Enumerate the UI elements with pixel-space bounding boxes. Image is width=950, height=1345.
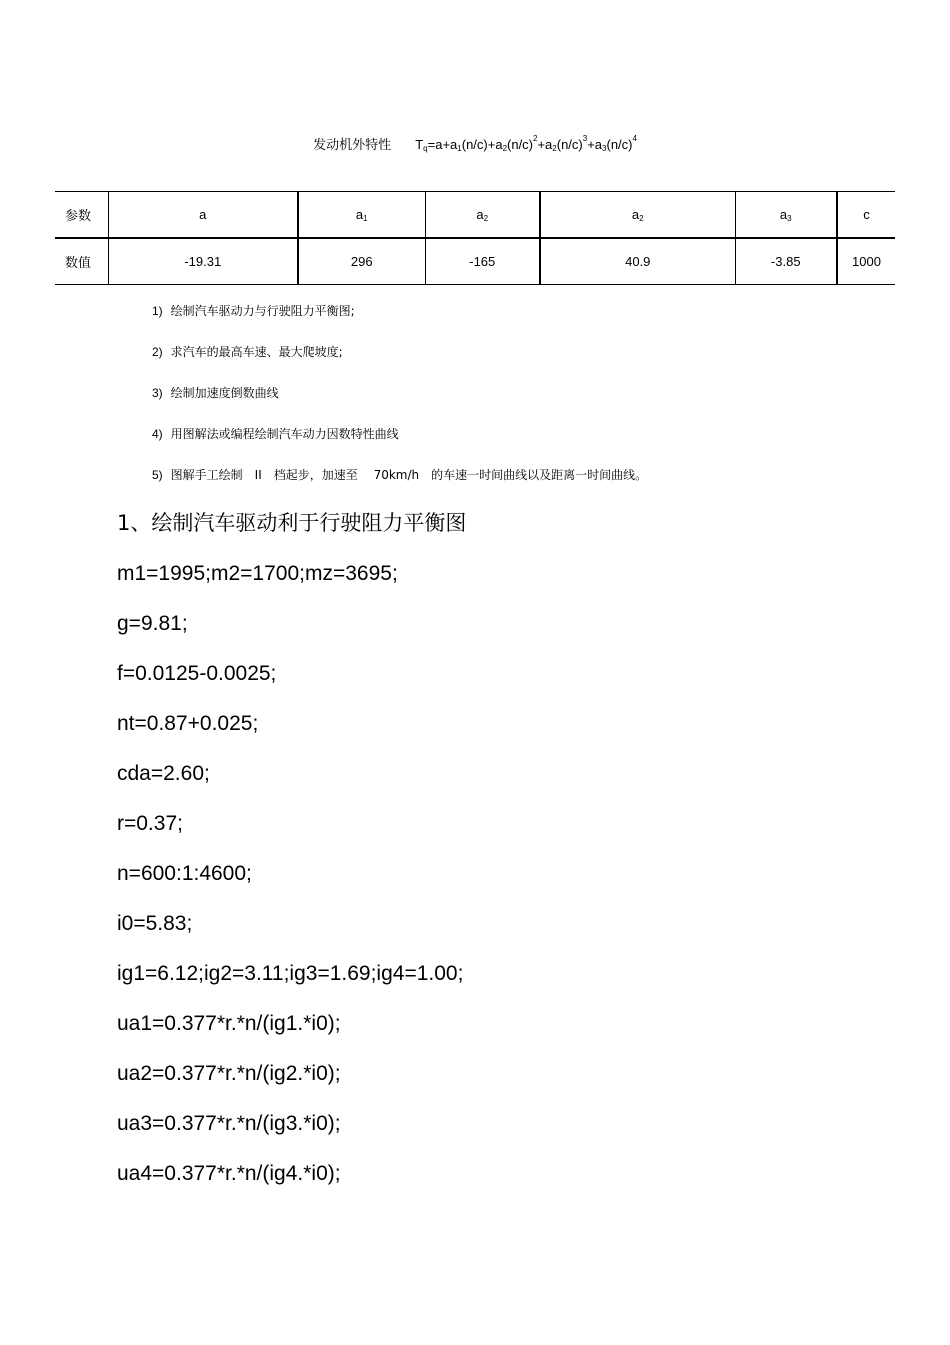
table-value-cell: 1000 [837,238,895,285]
table-header-cell: $a_3$ [735,192,837,239]
list-item: 2) 求汽车的最高车速、最大爬坡度; [152,345,343,359]
code-line: ig1=6.12;ig2=3.11;ig3=1.69;ig4=1.00; [117,962,464,985]
list-item: 3) 绘制加速度倒数曲线 [152,386,279,400]
table-header-cell: a [108,192,298,239]
parameter-table [55,191,895,285]
code-line: n=600:1:4600; [117,862,252,885]
code-line: ua1=0.377*r.*n/(ig1.*i0); [117,1012,341,1035]
table-header-cell: $a_2$ [540,192,735,239]
table-header-cell: $a_1$ [298,192,425,239]
engine-characteristic-formula [0,128,950,160]
table-header-row [55,192,895,239]
table-value-cell: 40.9 [540,238,735,285]
code-line: nt=0.87+0.025; [117,712,259,735]
code-line: ua4=0.377*r.*n/(ig4.*i0); [117,1162,341,1185]
code-line: ua3=0.377*r.*n/(ig3.*i0); [117,1112,341,1135]
section-heading: 1、绘制汽车驱动利于行驶阻力平衡图 [117,511,467,535]
code-line: cda=2.60; [117,762,210,785]
task-list [152,298,647,503]
table-value-cell: 296 [298,238,425,285]
formula-expression: $T_q=a+a_1(n/c)+a_2(n/c)^2+a_2(n/c)^3+a_3(n/c)^4$ [415,134,637,153]
code-line: m1=1995;m2=1700;mz=3695; [117,562,398,585]
code-listing [117,559,463,1209]
code-line: f=0.0125-0.0025; [117,662,277,685]
table-header-label: 参数 [55,192,108,239]
list-item: 5) 图解手工绘制 II 档起步，加速至 70km/h 的车速一时间曲线以及距离一时间曲线。 [152,468,648,482]
table-value-cell: -3.85 [735,238,837,285]
list-item: 4) 用图解法或编程绘制汽车动力因数特性曲线 [152,427,399,441]
table-value-cell: -165 [425,238,540,285]
table-value-cell: -19.31 [108,238,298,285]
table-header-cell: $a_2$ [425,192,540,239]
code-line: r=0.37; [117,812,183,835]
code-line: ua2=0.377*r.*n/(ig2.*i0); [117,1062,341,1085]
table-value-label: 数值 [55,238,108,285]
code-line: g=9.81; [117,612,188,635]
list-item: 1) 绘制汽车驱动力与行驶阻力平衡图; [152,304,355,318]
formula-label: 发动机外特性 [313,138,392,153]
code-line: i0=5.83; [117,912,193,935]
table-header-cell: c [837,192,895,239]
table-value-row [55,238,895,285]
